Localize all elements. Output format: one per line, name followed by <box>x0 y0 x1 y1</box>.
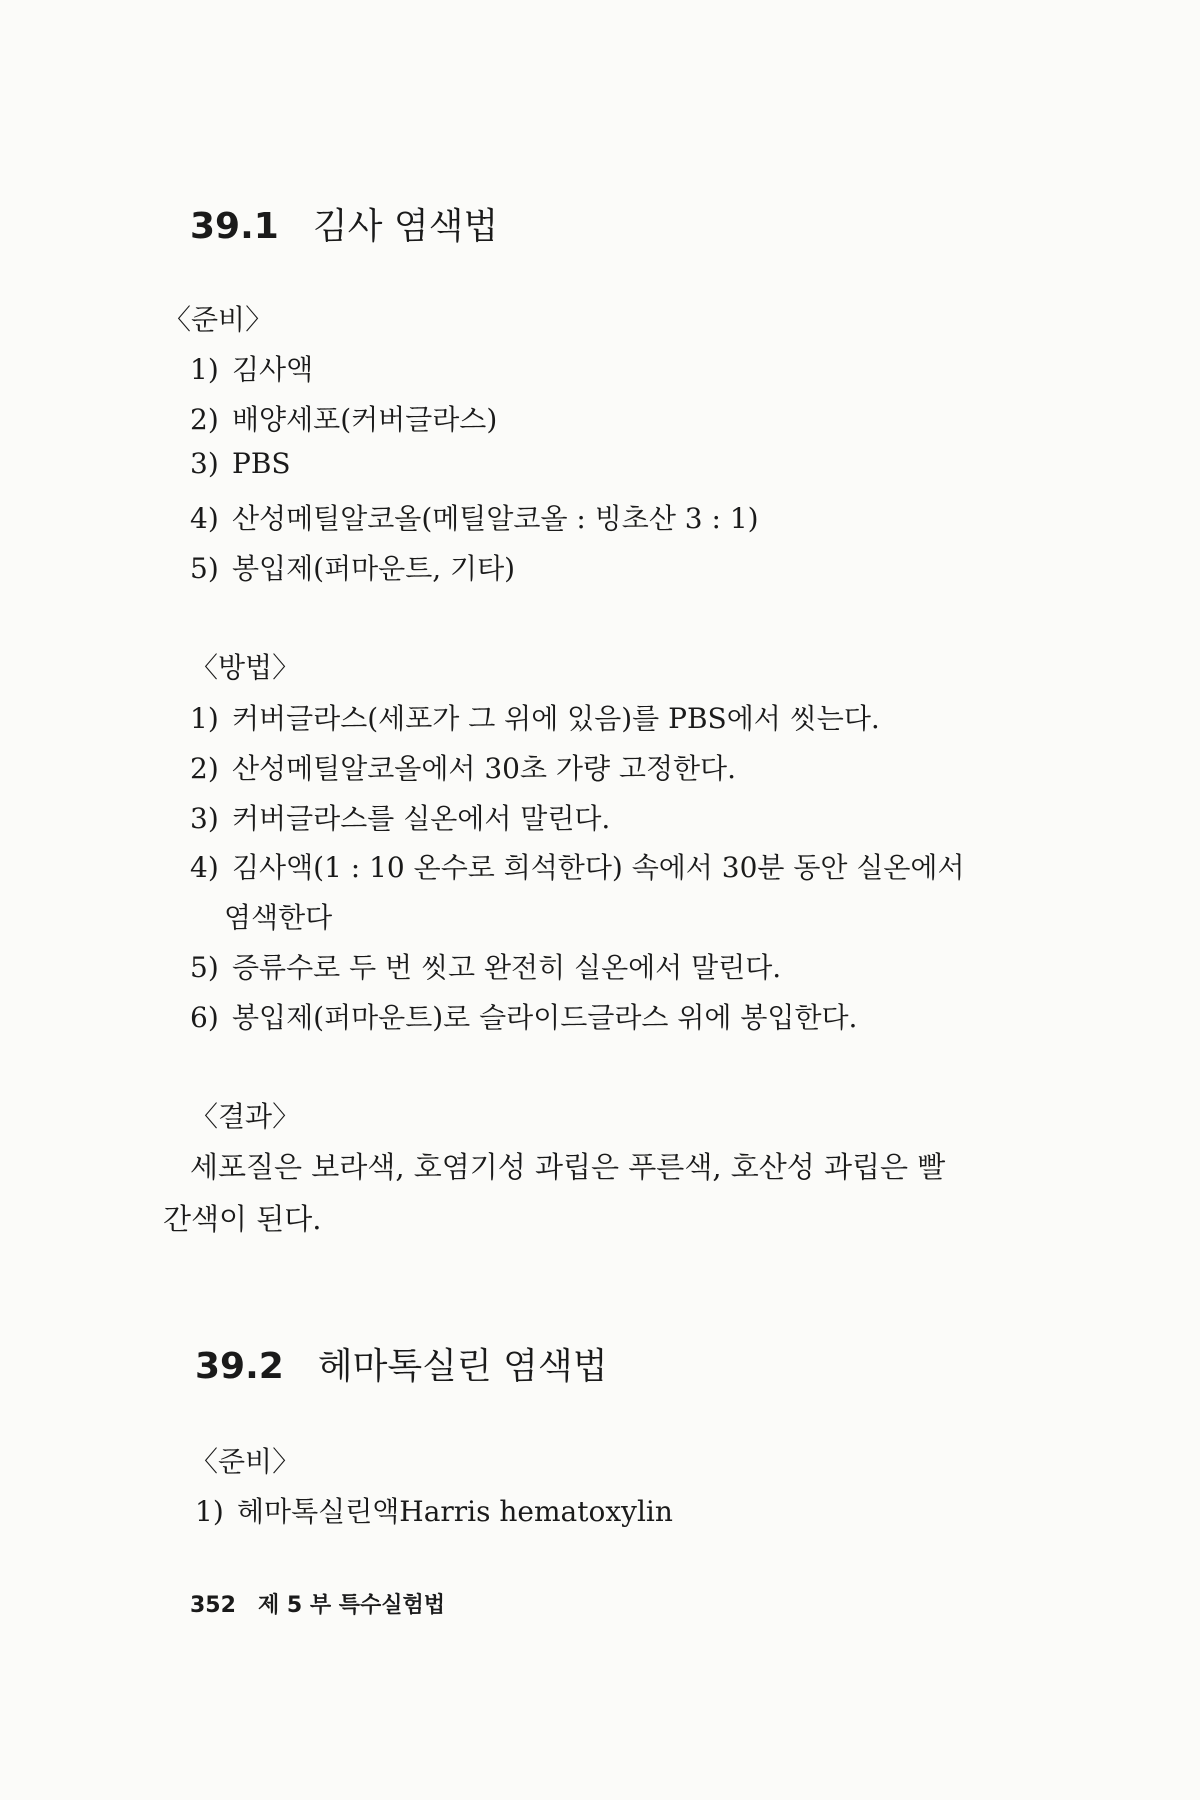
method-step-continuation: 염색한다 <box>224 901 333 934</box>
method-step: 6) 봉입제(퍼마운트)로 슬라이드글라스 위에 봉입한다. <box>190 1001 858 1034</box>
result-label: 〈결과〉 <box>190 1100 301 1133</box>
prep-item: 1) 김사액 <box>190 353 314 386</box>
method-label: 〈방법〉 <box>190 651 301 684</box>
method-step: 4) 김사액(1 : 10 온수로 희석한다) 속에서 30분 동안 실온에서 <box>190 851 965 884</box>
section-title-39-2 <box>195 1338 607 1389</box>
method-step: 3) 커버글라스를 실온에서 말린다. <box>190 802 611 835</box>
result-text-line: 간색이 된다. <box>163 1202 322 1236</box>
section-number: 39.1 <box>190 206 279 247</box>
prep-item: 5) 봉입제(퍼마운트, 기타) <box>190 552 516 585</box>
method-step: 2) 산성메틸알코올에서 30초 가량 고정한다. <box>190 752 737 785</box>
prep-item: 3) PBS <box>190 447 291 480</box>
page-footer <box>190 1588 445 1619</box>
prep-item: 1) 헤마톡실린액Harris hematoxylin <box>195 1495 673 1528</box>
section-title-text: 헤마톡실린 염색법 <box>317 1346 608 1387</box>
method-step: 5) 증류수로 두 번 씻고 완전히 실온에서 말린다. <box>190 951 782 984</box>
prep-label: 〈준비〉 <box>163 303 274 336</box>
page-number: 352 <box>190 1593 236 1618</box>
method-step: 1) 커버글라스(세포가 그 위에 있음)를 PBS에서 씻는다. <box>190 702 880 735</box>
section-title-39-1 <box>190 198 498 249</box>
prep-label: 〈준비〉 <box>190 1445 301 1478</box>
prep-item: 2) 배양세포(커버글라스) <box>190 403 498 436</box>
section-title-text: 김사 염색법 <box>312 206 499 247</box>
result-text-line: 세포질은 보라색, 호염기성 과립은 푸른색, 호산성 과립은 빨 <box>190 1150 946 1184</box>
part-title: 제 5 부 특수실험법 <box>257 1593 445 1618</box>
section-number: 39.2 <box>195 1346 284 1387</box>
prep-item: 4) 산성메틸알코올(메틸알코올 : 빙초산 3 : 1) <box>190 502 759 535</box>
